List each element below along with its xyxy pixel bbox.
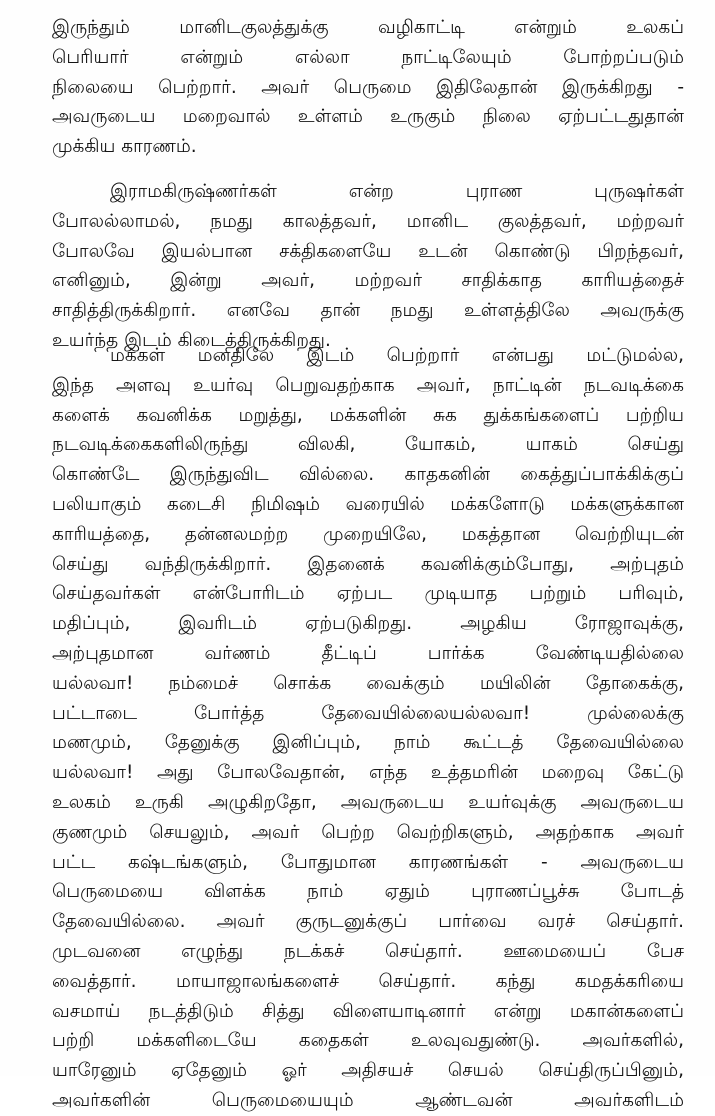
text-line: வைத்தார். மாயாஜாலங்களைச் செய்தார். கந்து கமதக்கரியை [52,970,684,992]
text-line: களைக் கவனிக்க மறுத்து, மக்களின் சுக துக்கங்களைப் பற்றிய [52,404,684,426]
text-line: யல்லவா! நம்மைச் சொக்க வைக்கும் மயிலின் தோகைக்கு, [52,672,684,694]
text-line: அற்புதமான வர்ணம் தீட்டிப் பார்க்க வேண்டியதில்லை [52,642,684,664]
text-line: குணமும் செயலும், அவர் பெற்ற வெற்றிகளும், அதற்காக அவர் [52,821,684,843]
text-line: பெரியார் என்றும் எல்லா நாட்டிலேயும் போற்றப்படும் [52,46,684,68]
text-line: மணமும், தேனுக்கு இனிப்பும், நாம் கூட்டத் தேவையில்லை [52,732,684,754]
text-line: கொண்டே இருந்துவிட வில்லை. காதகனின் கைத்துப்பாக்கிக்குப் [52,464,684,486]
text-line: செய்தவர்கள் என்போரிடம் ஏற்பட முடியாத பற்றும் பரிவும், [52,583,684,605]
text-line: இந்த அளவு உயர்வு பெறுவதற்காக அவர், நாட்டின் நடவடிக்கை [52,374,684,396]
text-line: மதிப்பும், இவரிடம் ஏற்படுகிறது. அழகிய ரோஜாவுக்கு, [52,613,684,635]
text-line: மக்கள் மனதிலே இடம் பெற்றார் என்பது மட்டுமல்ல, [110,345,684,366]
text-line: யாரேனும் ஏதேனும் ஓர் அதிசயச் செயல் செய்திருப்பினும், [52,1060,684,1082]
text-line: தேவையில்லை. அவர் குருடனுக்குப் பார்வை வரச் செய்தார். [52,911,684,933]
text-line: போலவே இயல்பான சக்திகளையே உடன் கொண்டு பிறந்தவர், [52,240,684,262]
text-line: எனினும், இன்று அவர், மற்றவர் சாதிக்காத காரியத்தைச் [52,270,684,292]
paragraph-3 [52,341,684,1116]
text-line: உயர்ந்த இடம் கிடைத்திருக்கிறது. [52,329,331,351]
text-line: பற்றி மக்களிடையே கதைகள் உலவுவதுண்டு. அவர்களில், [52,1030,684,1052]
text-line: முக்கிய காரணம். [52,136,197,158]
text-line: அவருடைய மறைவால் உள்ளம் உருகும் நிலை ஏற்பட்டதுதான் [52,106,684,128]
text-line: நிலையை பெற்றார். அவர் பெருமை இதிலேதான் இருக்கிறது - [52,76,684,98]
text-line: பட்ட கஷ்டங்களும், போதுமான காரணங்கள் - அவருடைய [52,851,684,873]
text-line: பெருமையை விளக்க நாம் ஏதும் புராணப்பூச்சு போடத் [52,881,684,903]
text-line: நடவடிக்கைகளிலிருந்து விலகி, யோகம், யாகம் செய்து [52,434,684,456]
text-line: சாதித்திருக்கிறார். எனவே தான் நமது உள்ளத்திலே அவருக்கு [52,300,684,322]
text-line: முடவனை எழுந்து நடக்கச் செய்தார். ஊமையைப் பேச [52,940,684,962]
paragraph-1 [52,13,684,162]
text-line: பட்டாடை போர்த்த தேவையில்லையல்லவா! முல்லைக்கு [52,702,684,724]
text-line: யல்லவா! அது போலவேதான், எந்த உத்தமரின் மறைவு கேட்டு [52,762,684,784]
text-line: இராமகிருஷ்ணர்கள் என்ற புராண புருஷர்கள் [110,181,684,202]
text-line: அவர்களின் பெருமையையும் ஆண்டவன் அவர்களிடம் [52,1089,684,1111]
text-line: காரியத்தை, தன்னலமற்ற முறையிலே, மகத்தான வெற்றியுடன் [52,523,684,545]
text-line: உலகம் உருகி அழுகிறதோ, அவருடைய உயர்வுக்கு அவருடைய [52,791,684,813]
text-line: பலியாகும் கடைசி நிமிஷம் வரையில் மக்களோடு மக்களுக்கான [52,493,684,515]
text-line: வசமாய் நடத்திடும் சித்து விளையாடினார் என்று மகான்களைப் [52,1000,684,1022]
paragraph-2 [52,177,684,356]
text-line: இருந்தும் மானிடகுலத்துக்கு வழிகாட்டி என்றும் உலகப் [52,17,684,38]
text-line: செய்து வந்திருக்கிறார். இதனைக் கவனிக்கும்போது, அற்புதம் [52,553,684,575]
text-line: போலல்லாமல், நமது காலத்தவர், மானிட குலத்தவர், மற்றவர் [52,210,684,232]
